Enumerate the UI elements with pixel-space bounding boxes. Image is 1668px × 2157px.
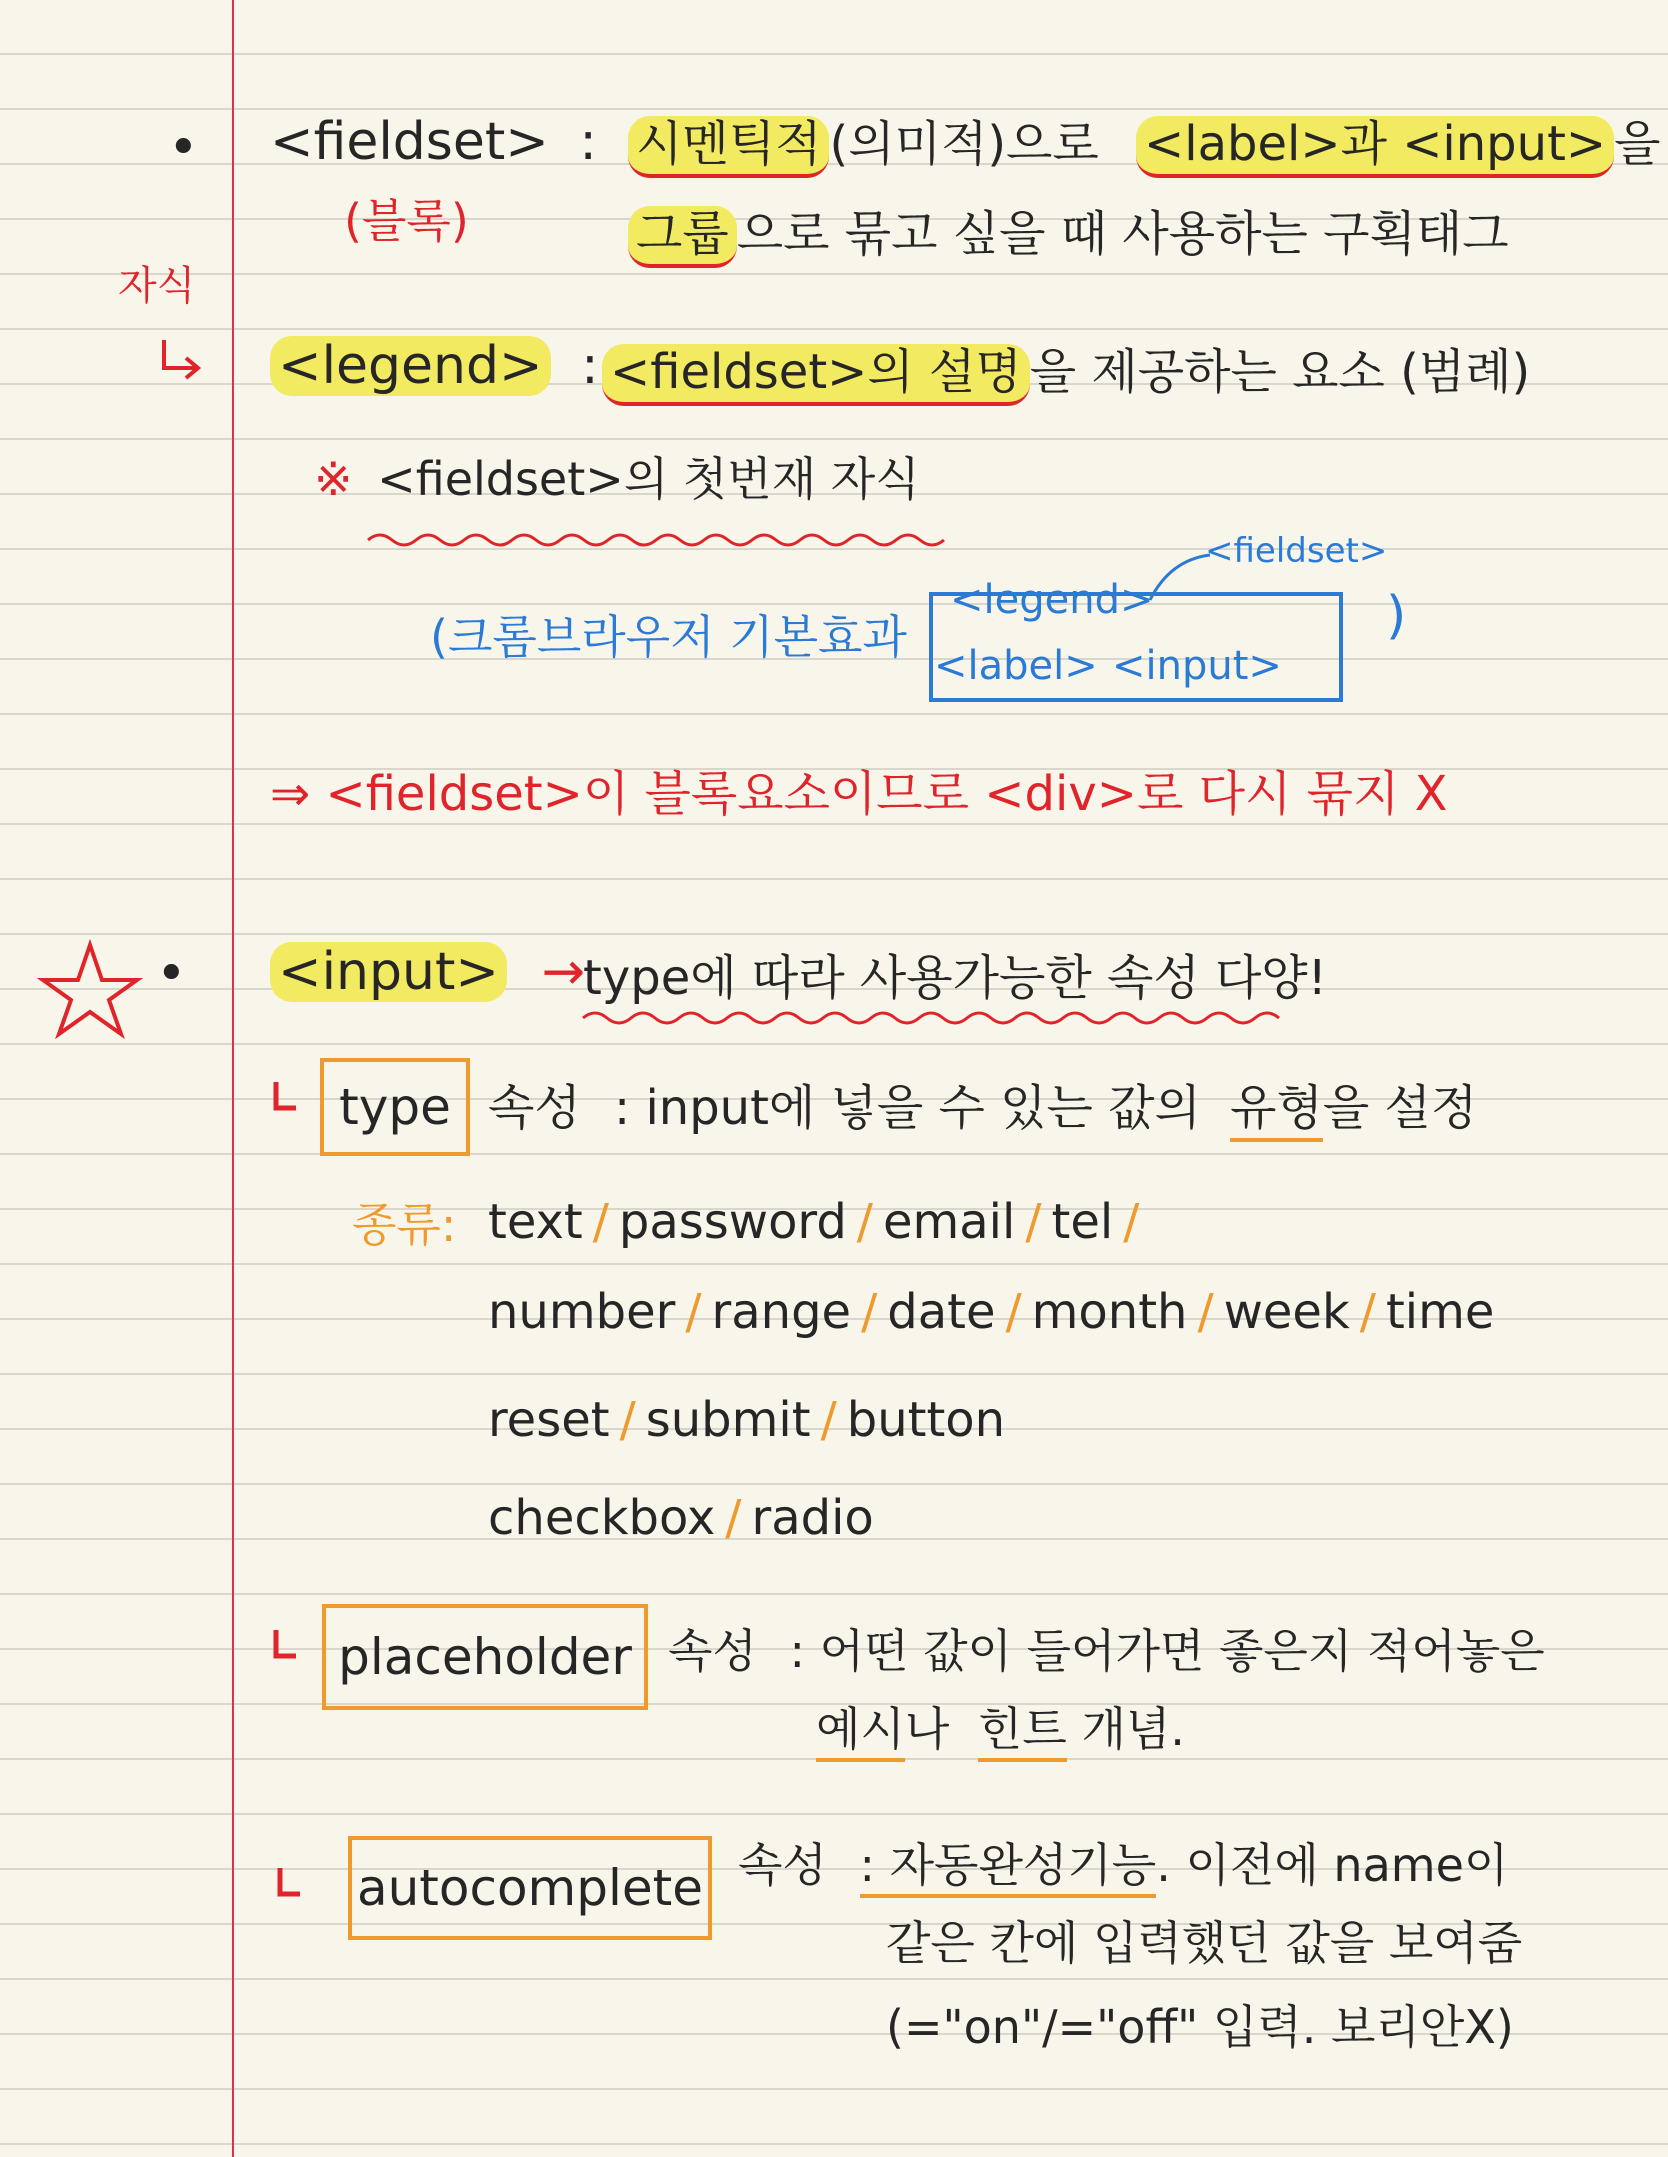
type-sep: / [592,1194,609,1250]
legend-note-text: <fieldset>의 첫번재 자식 [377,452,920,506]
diagram-input-label: <input> [1112,643,1282,689]
section1-bullet: • [168,118,199,178]
type-kind: button [846,1392,1006,1448]
wavy-underline-input-desc [583,1013,1279,1023]
placeholder-attr-box [322,1604,648,1710]
section3-bullet: • [156,944,187,1004]
input-desc: type에 따라 사용가능한 속성 다양! [583,950,1327,1006]
type-sep: / [1025,1194,1042,1250]
type-kind: email [882,1194,1016,1250]
type-attr-desc-pre: : input에 넣을 수 있는 값의 [614,1080,1201,1136]
type-sep: / [856,1194,873,1250]
type-kind: range [711,1284,852,1340]
type-sep: / [861,1284,878,1340]
wavy-underline-legend-note [368,535,944,545]
placeholder-attr-desc1 [668,1624,1545,1678]
type-kind: radio [751,1490,874,1546]
type-sep: / [685,1284,702,1340]
fieldset-desc-group-rest: 으로 묶고 싶을 때 사용하는 구획태그 [736,206,1509,262]
placeholder-attr-desc2 [816,1702,1185,1756]
type-sep: / [619,1392,636,1448]
type-kind: number [488,1284,676,1340]
child-note-label: 자식 [118,263,196,309]
type-kind: submit [645,1392,811,1448]
red-l-mark-placeholder [276,1630,296,1656]
diagram-label-label: <label> [934,643,1098,689]
type-sep: / [1197,1284,1214,1340]
legend-note-mark: ※ [314,452,353,506]
type-sep: / [1359,1284,1376,1340]
autocomplete-attr-word: 속성 [738,1838,827,1892]
input-arrow-icon: → [541,942,586,1002]
autocomplete-attr-box [348,1836,712,1940]
type-sep: / [820,1392,837,1448]
type-kind: password [618,1194,847,1250]
type-kind: date [887,1284,996,1340]
type-kinds-row2 [488,1284,1495,1340]
type-attr-name: type [339,1078,451,1136]
chrome-note-close: ) [1386,586,1407,646]
type-kinds-row3 [488,1392,1006,1448]
input-term [270,942,586,1002]
block-note: (블록) [344,194,469,248]
input-term-text: <input> [270,942,507,1002]
type-sep: / [725,1490,742,1546]
legend-desc-highlight: <fieldset>의 설명 [602,344,1030,406]
placeholder-attr-name: placeholder [338,1628,632,1686]
autocomplete-attr-desc1 [738,1838,1509,1892]
autocomplete-ul-feature: : 자동완성기능 [860,1838,1157,1898]
type-kind: reset [488,1392,610,1448]
fieldset-desc-line2 [628,206,1509,262]
legend-conclusion: ⇒ <fieldset>이 블록요소이므로 <div>로 다시 묶지 X [270,766,1448,822]
type-kind: checkbox [488,1490,716,1546]
child-arrow-icon [164,340,198,378]
placeholder-mid: 나 [904,1702,950,1756]
type-sep: / [1123,1194,1140,1250]
red-l-mark-autocomplete [280,1868,300,1894]
type-kind: time [1385,1284,1495,1340]
type-kinds-row4 [488,1490,874,1546]
star-doodle-icon [43,945,137,1034]
placeholder-attr-word: 속성 [668,1624,757,1678]
legend-colon: : [581,336,599,396]
fieldset-term-text: <fieldset> [270,112,549,172]
type-kind: tel [1051,1194,1114,1250]
fieldset-desc-semantic: 시멘틱적 [628,116,829,178]
fieldset-desc-meaning: (의미적)으로 [829,116,1099,172]
fieldset-colon: : [579,112,597,172]
type-attr-box [320,1058,470,1156]
autocomplete-desc1-post: . 이전에 name이 [1156,1838,1509,1892]
placeholder-ul-example: 예시 [816,1702,905,1762]
fieldset-desc-group: 그룹 [628,206,737,268]
legend-desc [602,344,1531,400]
legend-term-text: <legend> [270,336,551,396]
type-kinds-label: 종류: [352,1198,457,1252]
diagram-fieldset-label: <fieldset> [1205,531,1388,571]
fieldset-desc-particle: 을 [1614,116,1661,172]
legend-note [314,452,920,506]
autocomplete-attr-desc3: (="on"/="off" 입력. 보리안X) [886,2000,1514,2054]
legend-desc-rest: 을 제공하는 요소 (범례) [1029,344,1531,400]
fieldset-desc-label-input: <label>과 <input> [1136,116,1614,178]
placeholder-post: 개념. [1081,1702,1185,1756]
fieldset-desc-line1 [628,116,1661,172]
type-attr-desc-post: 을 설정 [1322,1080,1478,1136]
fieldset-term [270,112,597,172]
placeholder-ul-hint: 힌트 [978,1702,1067,1762]
type-attr-desc [488,1080,1478,1136]
red-l-mark-type [276,1082,296,1108]
type-kinds-row1 [488,1194,1149,1250]
placeholder-attr-desc-text: : 어떤 값이 들어가면 좋은지 적어놓은 [789,1624,1545,1678]
chrome-default-note: (크롬브라우저 기본효과 [430,610,907,664]
type-sep: / [1005,1284,1022,1340]
type-kind: text [488,1194,583,1250]
autocomplete-attr-desc2: 같은 칸에 입력했던 값을 보여줌 [886,1916,1523,1970]
diagram-legend-label: <legend> [950,577,1154,623]
type-kind: month [1031,1284,1188,1340]
type-attr-word: 속성 [488,1080,581,1136]
autocomplete-attr-name: autocomplete [356,1859,704,1917]
type-kind: week [1223,1284,1350,1340]
type-attr-desc-ul: 유형 [1230,1080,1323,1142]
legend-term [270,336,599,396]
